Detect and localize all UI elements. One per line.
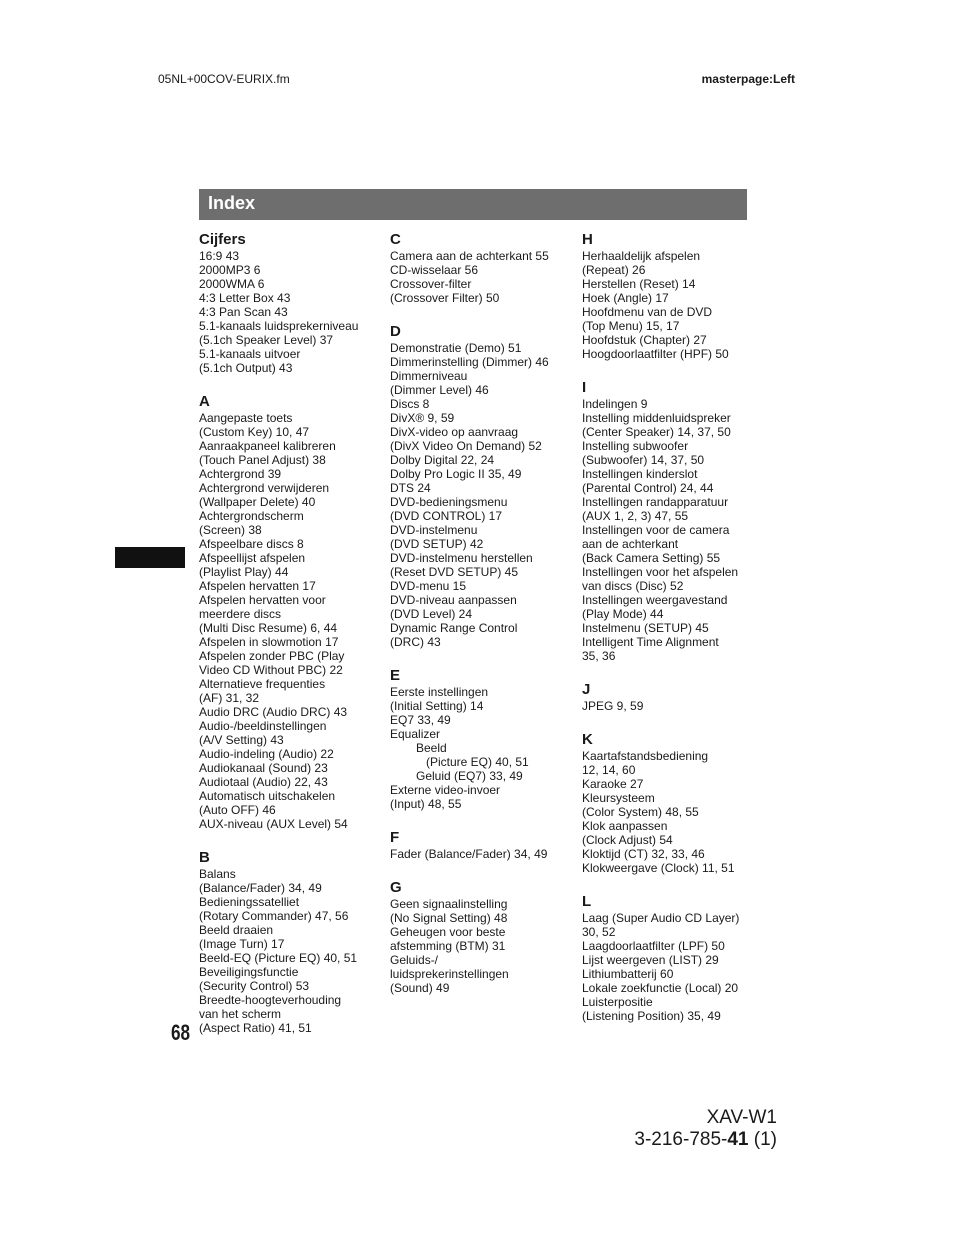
index-entry: (Clock Adjust) 54 bbox=[582, 833, 673, 847]
index-entry: (Center Speaker) 14, 37, 50 bbox=[582, 425, 731, 439]
index-entry: Klok aanpassen bbox=[582, 819, 668, 833]
model-code-suffix: (1) bbox=[748, 1129, 777, 1150]
index-entry: Lithiumbatterij 60 bbox=[582, 967, 674, 981]
index-entry: Beeld-EQ (Picture EQ) 40, 51 bbox=[199, 951, 358, 965]
index-column-1 bbox=[199, 231, 379, 1053]
model-code-bold: 41 bbox=[727, 1129, 749, 1150]
index-entry: (AUX 1, 2, 3) 47, 55 bbox=[582, 509, 689, 523]
section-heading: I bbox=[582, 379, 587, 396]
index-entry: van het scherm bbox=[199, 1007, 282, 1021]
index-entry: Instellingen weergavestand bbox=[582, 593, 728, 607]
index-entry: Discs 8 bbox=[390, 397, 430, 411]
index-entry: Laagdoorlaatfilter (LPF) 50 bbox=[582, 939, 725, 953]
index-entry: 5.1-kanaals uitvoer bbox=[199, 347, 301, 361]
index-entry: (A/V Setting) 43 bbox=[199, 733, 284, 747]
index-entry: Breedte-hoogteverhouding bbox=[199, 993, 342, 1007]
index-entry: Geluids-/ bbox=[390, 953, 439, 967]
index-entry: Afspelen hervatten 17 bbox=[199, 579, 316, 593]
index-section bbox=[582, 731, 762, 875]
index-entry: Lokale zoekfunctie (Local) 20 bbox=[582, 981, 739, 995]
index-entry: Beeld bbox=[416, 741, 447, 755]
index-entry: 16:9 43 bbox=[199, 249, 240, 263]
index-entry: Externe video-invoer bbox=[390, 783, 501, 797]
index-entry: Laag (Super Audio CD Layer) bbox=[582, 911, 740, 925]
index-entry: Afspelen hervatten voor bbox=[199, 593, 326, 607]
index-entry: Hoofdmenu van de DVD bbox=[582, 305, 713, 319]
index-entry: Instelling subwoofer bbox=[582, 439, 689, 453]
index-entry: Instellingen voor de camera bbox=[582, 523, 730, 537]
index-entry: 2000WMA 6 bbox=[199, 277, 265, 291]
index-section bbox=[199, 393, 379, 831]
index-entry: Beeld draaien bbox=[199, 923, 274, 937]
section-heading: B bbox=[199, 849, 210, 866]
index-entry: (DVD CONTROL) 17 bbox=[390, 509, 503, 523]
index-column-3 bbox=[582, 231, 762, 1041]
index-entry: Fader (Balance/Fader) 34, 49 bbox=[390, 847, 548, 861]
index-section bbox=[390, 879, 570, 995]
index-entry: Automatisch uitschakelen bbox=[199, 789, 336, 803]
index-entry: Bedieningssatelliet bbox=[199, 895, 300, 909]
index-entry: (DVD SETUP) 42 bbox=[390, 537, 484, 551]
index-entry: Karaoke 27 bbox=[582, 777, 644, 791]
index-entry: Audio-indeling (Audio) 22 bbox=[199, 747, 334, 761]
index-entry: 5.1-kanaals luidsprekerniveau bbox=[199, 319, 359, 333]
index-entry: Alternatieve frequenties bbox=[199, 677, 326, 691]
index-entry: 30, 52 bbox=[582, 925, 616, 939]
index-entry: Luisterpositie bbox=[582, 995, 653, 1009]
header-masterpage: masterpage:Left bbox=[701, 72, 795, 86]
index-entry: Hoek (Angle) 17 bbox=[582, 291, 669, 305]
index-entry: (Aspect Ratio) 41, 51 bbox=[199, 1021, 312, 1035]
index-entry: Balans bbox=[199, 867, 236, 881]
index-entry: (Playlist Play) 44 bbox=[199, 565, 289, 579]
index-entry: (Crossover Filter) 50 bbox=[390, 291, 500, 305]
index-entry: (Color System) 48, 55 bbox=[582, 805, 699, 819]
index-entry: Afspelen zonder PBC (Play bbox=[199, 649, 345, 663]
index-entry: JPEG 9, 59 bbox=[582, 699, 644, 713]
index-entry: (Sound) 49 bbox=[390, 981, 450, 995]
index-entry: (Repeat) 26 bbox=[582, 263, 646, 277]
index-entry: luidsprekerinstellingen bbox=[390, 967, 509, 981]
index-entry: DTS 24 bbox=[390, 481, 431, 495]
index-entry: Achtergrondscherm bbox=[199, 509, 304, 523]
index-entry: Herhaaldelijk afspelen bbox=[582, 249, 701, 263]
section-heading: E bbox=[390, 667, 401, 684]
index-entry: Instellingen randapparatuur bbox=[582, 495, 729, 509]
index-entry: Achtergrond verwijderen bbox=[199, 481, 330, 495]
index-entry: (AF) 31, 32 bbox=[199, 691, 260, 705]
index-entry: Dolby Pro Logic II 35, 49 bbox=[390, 467, 522, 481]
index-entry: (DivX Video On Demand) 52 bbox=[390, 439, 542, 453]
index-entry: Camera aan de achterkant 55 bbox=[390, 249, 549, 263]
index-entry: (Custom Key) 10, 47 bbox=[199, 425, 310, 439]
index-title-bar bbox=[199, 189, 747, 220]
index-entry: Video CD Without PBC) 22 bbox=[199, 663, 343, 677]
index-entry: Aangepaste toets bbox=[199, 411, 293, 425]
index-entry: DivX-video op aanvraag bbox=[390, 425, 519, 439]
index-entry: Kleursysteem bbox=[582, 791, 655, 805]
index-entry: Instellingen voor het afspelen bbox=[582, 565, 739, 579]
index-entry: (Input) 48, 55 bbox=[390, 797, 462, 811]
index-entry: Geen signaalinstelling bbox=[390, 897, 508, 911]
index-entry: 4:3 Pan Scan 43 bbox=[199, 305, 288, 319]
section-heading: G bbox=[390, 879, 402, 896]
index-entry: DVD-niveau aanpassen bbox=[390, 593, 517, 607]
index-entry: (Back Camera Setting) 55 bbox=[582, 551, 721, 565]
index-entry: Herstellen (Reset) 14 bbox=[582, 277, 696, 291]
index-section bbox=[199, 231, 379, 375]
index-entry: Crossover-filter bbox=[390, 277, 472, 291]
index-entry: Audio DRC (Audio DRC) 43 bbox=[199, 705, 348, 719]
index-entry: Dynamic Range Control bbox=[390, 621, 518, 635]
index-section bbox=[582, 379, 762, 663]
header-filename: 05NL+00COV-EURIX.fm bbox=[158, 72, 290, 86]
index-entry: (Image Turn) 17 bbox=[199, 937, 285, 951]
index-entry: DVD-bedieningsmenu bbox=[390, 495, 508, 509]
section-heading: Cijfers bbox=[199, 231, 246, 248]
model-block bbox=[634, 1107, 777, 1151]
index-entry: (DRC) 43 bbox=[390, 635, 441, 649]
index-entry: Geluid (EQ7) 33, 49 bbox=[416, 769, 523, 783]
index-entry: (Picture EQ) 40, 51 bbox=[426, 755, 529, 769]
index-section bbox=[390, 667, 570, 811]
model-code-prefix: 3-216-785- bbox=[634, 1129, 728, 1150]
index-entry: Achtergrond 39 bbox=[199, 467, 282, 481]
index-entry: Demonstratie (Demo) 51 bbox=[390, 341, 522, 355]
index-entry: (Multi Disc Resume) 6, 44 bbox=[199, 621, 338, 635]
index-entry: Afspelen in slowmotion 17 bbox=[199, 635, 339, 649]
index-entry: 12, 14, 60 bbox=[582, 763, 636, 777]
index-entry: Kaartafstandsbediening bbox=[582, 749, 709, 763]
index-entry: 2000MP3 6 bbox=[199, 263, 261, 277]
index-entry: DVD-menu 15 bbox=[390, 579, 467, 593]
page-number: 68 bbox=[171, 1020, 191, 1045]
model-name: XAV-W1 bbox=[706, 1107, 777, 1128]
index-entry: (Subwoofer) 14, 37, 50 bbox=[582, 453, 705, 467]
index-entry: (Initial Setting) 14 bbox=[390, 699, 484, 713]
index-section bbox=[390, 231, 570, 305]
index-entry: (Play Mode) 44 bbox=[582, 607, 664, 621]
index-section bbox=[390, 829, 570, 861]
index-entry: Audio-/beeldinstellingen bbox=[199, 719, 327, 733]
index-entry: (No Signal Setting) 48 bbox=[390, 911, 508, 925]
index-entry: Geheugen voor beste bbox=[390, 925, 506, 939]
index-entry: Aanraakpaneel kalibreren bbox=[199, 439, 336, 453]
index-section bbox=[582, 681, 762, 713]
section-heading: J bbox=[582, 681, 591, 698]
index-entry: Kloktijd (CT) 32, 33, 46 bbox=[582, 847, 705, 861]
index-entry: Lijst weergeven (LIST) 29 bbox=[582, 953, 719, 967]
section-heading: H bbox=[582, 231, 593, 248]
index-entry: (Rotary Commander) 47, 56 bbox=[199, 909, 349, 923]
index-entry: Equalizer bbox=[390, 727, 441, 741]
index-entry: Dolby Digital 22, 24 bbox=[390, 453, 495, 467]
index-entry: (DVD Level) 24 bbox=[390, 607, 473, 621]
section-heading: L bbox=[582, 893, 592, 910]
index-entry: Eerste instellingen bbox=[390, 685, 489, 699]
index-entry: (5.1ch Output) 43 bbox=[199, 361, 293, 375]
index-entry: (Balance/Fader) 34, 49 bbox=[199, 881, 322, 895]
index-entry: AUX-niveau (AUX Level) 54 bbox=[199, 817, 348, 831]
index-entry: afstemming (BTM) 31 bbox=[390, 939, 506, 953]
index-entry: (Top Menu) 15, 17 bbox=[582, 319, 680, 333]
index-column-2 bbox=[390, 231, 570, 1013]
index-entry: Dimmerinstelling (Dimmer) 46 bbox=[390, 355, 549, 369]
index-entry: DivX® 9, 59 bbox=[390, 411, 455, 425]
index-entry: (Parental Control) 24, 44 bbox=[582, 481, 714, 495]
index-section bbox=[582, 893, 762, 1023]
index-entry: Hoogdoorlaatfilter (HPF) 50 bbox=[582, 347, 729, 361]
index-entry: Audiotaal (Audio) 22, 43 bbox=[199, 775, 328, 789]
index-entry: (5.1ch Speaker Level) 37 bbox=[199, 333, 334, 347]
index-entry: (Auto OFF) 46 bbox=[199, 803, 276, 817]
index-entry: Afspeellijst afspelen bbox=[199, 551, 306, 565]
index-entry: CD-wisselaar 56 bbox=[390, 263, 479, 277]
index-entry: Instellingen kinderslot bbox=[582, 467, 698, 481]
index-entry: meerdere discs bbox=[199, 607, 282, 621]
index-entry: (Wallpaper Delete) 40 bbox=[199, 495, 316, 509]
index-section bbox=[582, 231, 762, 361]
index-entry: 4:3 Letter Box 43 bbox=[199, 291, 291, 305]
section-heading: D bbox=[390, 323, 401, 340]
index-entry: Klokweergave (Clock) 11, 51 bbox=[582, 861, 735, 875]
index-entry: EQ7 33, 49 bbox=[390, 713, 451, 727]
index-entry: Hoofdstuk (Chapter) 27 bbox=[582, 333, 707, 347]
section-heading: K bbox=[582, 731, 593, 748]
index-entry: van discs (Disc) 52 bbox=[582, 579, 684, 593]
index-entry: (Touch Panel Adjust) 38 bbox=[199, 453, 326, 467]
index-entry: Intelligent Time Alignment bbox=[582, 635, 719, 649]
index-entry: aan de achterkant bbox=[582, 537, 679, 551]
index-entry: Dimmerniveau bbox=[390, 369, 468, 383]
page-title: Index bbox=[208, 193, 256, 213]
index-entry: (Dimmer Level) 46 bbox=[390, 383, 489, 397]
index-entry: (Screen) 38 bbox=[199, 523, 262, 537]
index-entry: Afspeelbare discs 8 bbox=[199, 537, 304, 551]
section-heading: C bbox=[390, 231, 401, 248]
index-entry: (Listening Position) 35, 49 bbox=[582, 1009, 721, 1023]
index-entry: (Security Control) 53 bbox=[199, 979, 310, 993]
index-entry: (Reset DVD SETUP) 45 bbox=[390, 565, 519, 579]
index-entry: DVD-instelmenu bbox=[390, 523, 478, 537]
index-entry: Beveiligingsfunctie bbox=[199, 965, 299, 979]
model-code bbox=[634, 1129, 777, 1151]
index-entry: DVD-instelmenu herstellen bbox=[390, 551, 533, 565]
index-section bbox=[390, 323, 570, 649]
side-thumb-tab bbox=[115, 547, 185, 568]
index-entry: Indelingen 9 bbox=[582, 397, 648, 411]
index-section bbox=[199, 849, 379, 1035]
index-entry: 35, 36 bbox=[582, 649, 616, 663]
index-entry: Audiokanaal (Sound) 23 bbox=[199, 761, 328, 775]
index-entry: Instelling middenluidspreker bbox=[582, 411, 731, 425]
index-entry: Instelmenu (SETUP) 45 bbox=[582, 621, 709, 635]
section-heading: A bbox=[199, 393, 210, 410]
section-heading: F bbox=[390, 829, 400, 846]
